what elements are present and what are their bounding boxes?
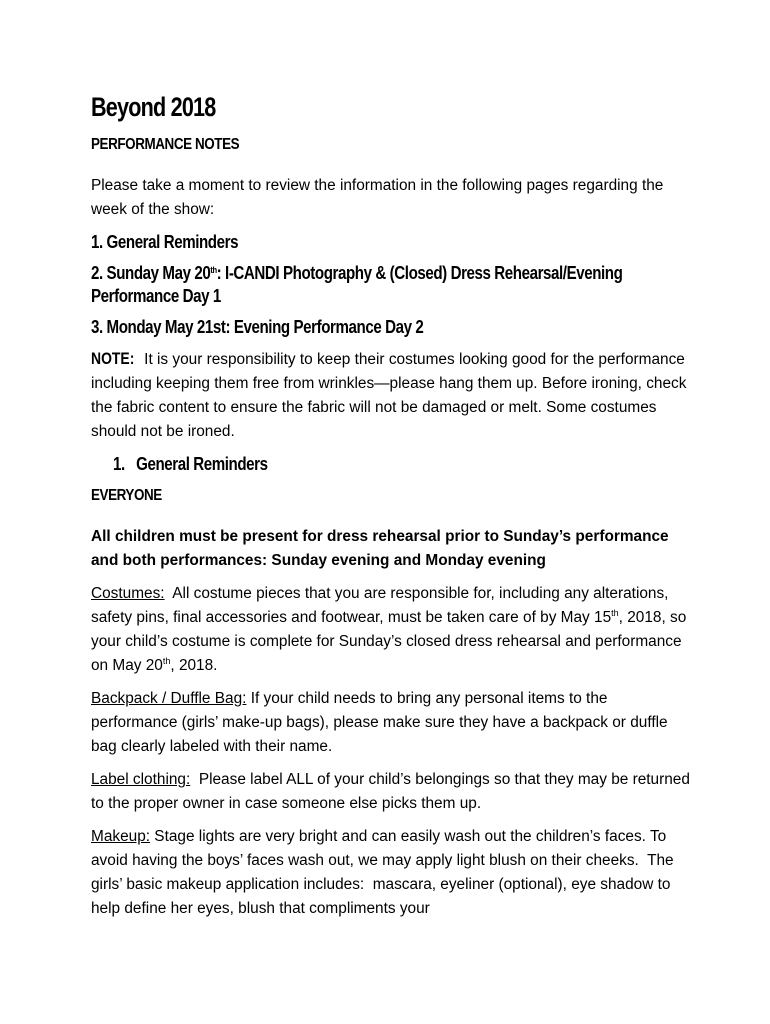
toc-item-3-block: [91, 316, 691, 339]
attendance-paragraph: All children must be present for dress rehearsal prior to Sunday’s performance and both performances: Sunday evening and Monday evening: [91, 528, 669, 569]
toc-item-2-rest: : I-CANDI Photography & (Closed) Dress Rehearsal/Evening: [216, 263, 623, 283]
section-1-heading-block: [113, 453, 691, 477]
backpack-text: If your child needs to bring any personal items to the performance (girls’ make-up bags), please make sure they have a backpack or duffle bag clearly labeled with their name.: [91, 690, 668, 755]
document-title: Beyond 2018: [91, 92, 216, 122]
toc-item-1: 1. General Reminders: [91, 232, 239, 252]
makeup-paragraph: [91, 825, 691, 921]
section-1-heading: 1. General Reminders: [113, 454, 268, 474]
costumes-paragraph: [91, 582, 691, 678]
label-clothing-label: Label clothing:: [91, 771, 191, 788]
toc-item-2-block: [91, 262, 691, 308]
toc-item-3: 3. Monday May 21st: Evening Performance Day 2: [91, 317, 424, 337]
costumes-text-b: , 2018, so your child’s costume is complete for Sunday’s closed dress rehearsal and performance on May 20: [91, 609, 687, 674]
backpack-paragraph: [91, 687, 691, 759]
everyone-heading-block: [91, 485, 691, 517]
performance-notes-heading: PERFORMANCE NOTES: [91, 136, 240, 153]
toc-item-2-sup: th: [210, 265, 217, 275]
intro-paragraph: Please take a moment to review the information in the following pages regarding the week of the show:: [91, 177, 664, 218]
note-paragraph: [91, 347, 691, 444]
note-label: NOTE:: [91, 349, 135, 368]
label-clothing-paragraph: [91, 768, 695, 816]
document-content: [91, 90, 695, 930]
costumes-sup-2: th: [162, 656, 171, 666]
toc-item-1-block: [91, 231, 691, 254]
toc-item-2-prefix: 2. Sunday May 20: [91, 263, 211, 283]
makeup-label: Makeup:: [91, 828, 151, 845]
costumes-label: Costumes:: [91, 585, 165, 602]
makeup-text: Stage lights are very bright and can easily wash out the children’s faces. To avoid having the boys’ faces wash out, we may apply light blush on their cheeks. The girls’ basic makeup application includes: mascara, eyeliner (optional), eye shadow to help define her eyes, blush that compliments your: [91, 828, 678, 917]
note-text: It is your responsibility to keep their costumes looking good for the performance including keeping them free from wrinkles—please hang them up. Before ironing, check the fabric content to ensure the fabric will not be damaged or melt. Some costumes should not be ironed.: [91, 351, 687, 440]
everyone-heading: EVERYONE: [91, 487, 162, 504]
costumes-text-c: , 2018.: [170, 657, 218, 674]
costumes-sup-1: th: [611, 608, 619, 618]
performance-notes-heading-block: [91, 134, 691, 166]
backpack-label: Backpack / Duffle Bag:: [91, 690, 247, 707]
costumes-text-a: All costume pieces that you are responsible for, including any alterations, safety pins, final accessories and footwear, must be taken care of by May 15: [91, 585, 673, 626]
toc-item-2-line2: Performance Day 1: [91, 286, 221, 306]
toc-item-2-line1: [91, 262, 622, 285]
label-clothing-text: Please label ALL of your child’s belongings so that they may be returned to the proper owner in case someone else picks them up.: [91, 771, 695, 812]
